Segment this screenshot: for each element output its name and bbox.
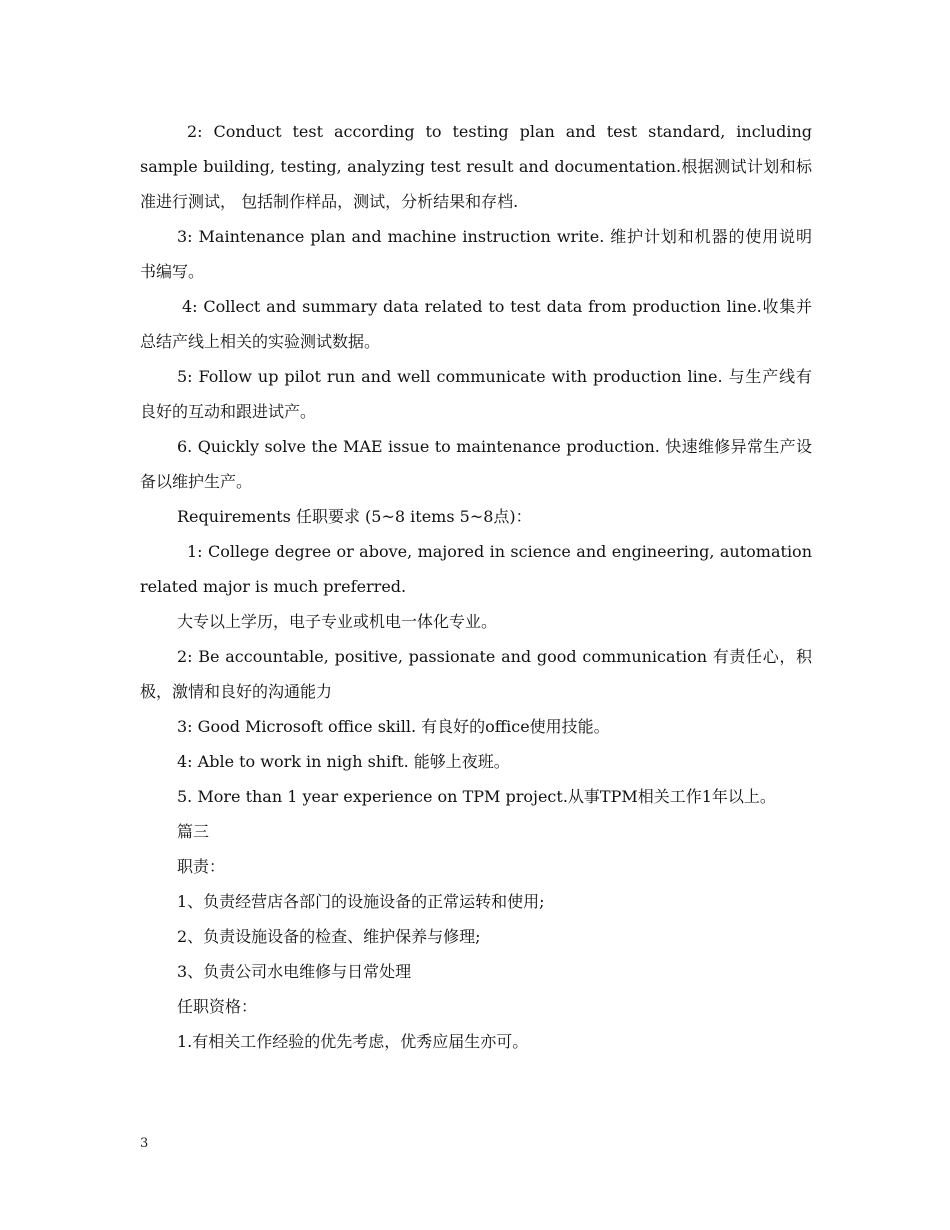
paragraph-requirement-4: 4: Able to work in nigh shift. 能够上夜班。 bbox=[177, 752, 510, 771]
paragraph-requirement-3: 3: Good Microsoft office skill. 有良好的office使用技能。 bbox=[177, 717, 610, 736]
duty-item-3: 3、负责公司水电维修与日常处理 bbox=[177, 962, 412, 981]
qualifications-heading: 任职资格： bbox=[177, 997, 258, 1016]
paragraph-duty-3: 3: Maintenance plan and machine instruction write. 维护计划和机器的使用说明书编写。 bbox=[140, 227, 812, 281]
paragraph-requirement-2: 2: Be accountable, positive, passionate and good communication 有责任心，积极，激情和良好的沟通能力 bbox=[140, 647, 812, 701]
section-heading-3: 篇三 bbox=[177, 822, 210, 841]
duties-heading: 职责： bbox=[177, 857, 226, 876]
paragraph-duty-2: 2: Conduct test according to testing plan and test standard, including sample building, testing, analyzing test result and documentation.根据测试计划和标准进行测试， 包括制作样品，测试，分析结果和存档. bbox=[140, 122, 812, 211]
document-body bbox=[140, 114, 812, 1059]
paragraph-requirement-1-zh: 大专以上学历，电子专业或机电一体化专业。 bbox=[177, 612, 498, 631]
paragraph-duty-6: 6. Quickly solve the MAE issue to maintenance production. 快速维修异常生产设备以维护生产。 bbox=[140, 437, 812, 491]
duty-item-1: 1、负责经营店各部门的设施设备的正常运转和使用; bbox=[177, 892, 545, 911]
paragraph-duty-5: 5: Follow up pilot run and well communicate with production line. 与生产线有良好的互动和跟进试产。 bbox=[140, 367, 812, 421]
qualification-item-1: 1.有相关工作经验的优先考虑，优秀应届生亦可。 bbox=[177, 1032, 529, 1051]
duty-item-2: 2、负责设施设备的检查、维护保养与修理; bbox=[177, 927, 481, 946]
page-number: 3 bbox=[140, 1136, 149, 1151]
paragraph-requirement-1: 1: College degree or above, majored in science and engineering, automation related major is much preferred. bbox=[140, 542, 812, 596]
paragraph-duty-4: 4: Collect and summary data related to test data from production line.收集并总结产线上相关的实验测试数据。 bbox=[140, 297, 812, 351]
paragraph-requirement-5: 5. More than 1 year experience on TPM project.从事TPM相关工作1年以上。 bbox=[177, 787, 776, 806]
requirements-heading: Requirements 任职要求 (5~8 items 5~8点)： bbox=[177, 507, 532, 526]
